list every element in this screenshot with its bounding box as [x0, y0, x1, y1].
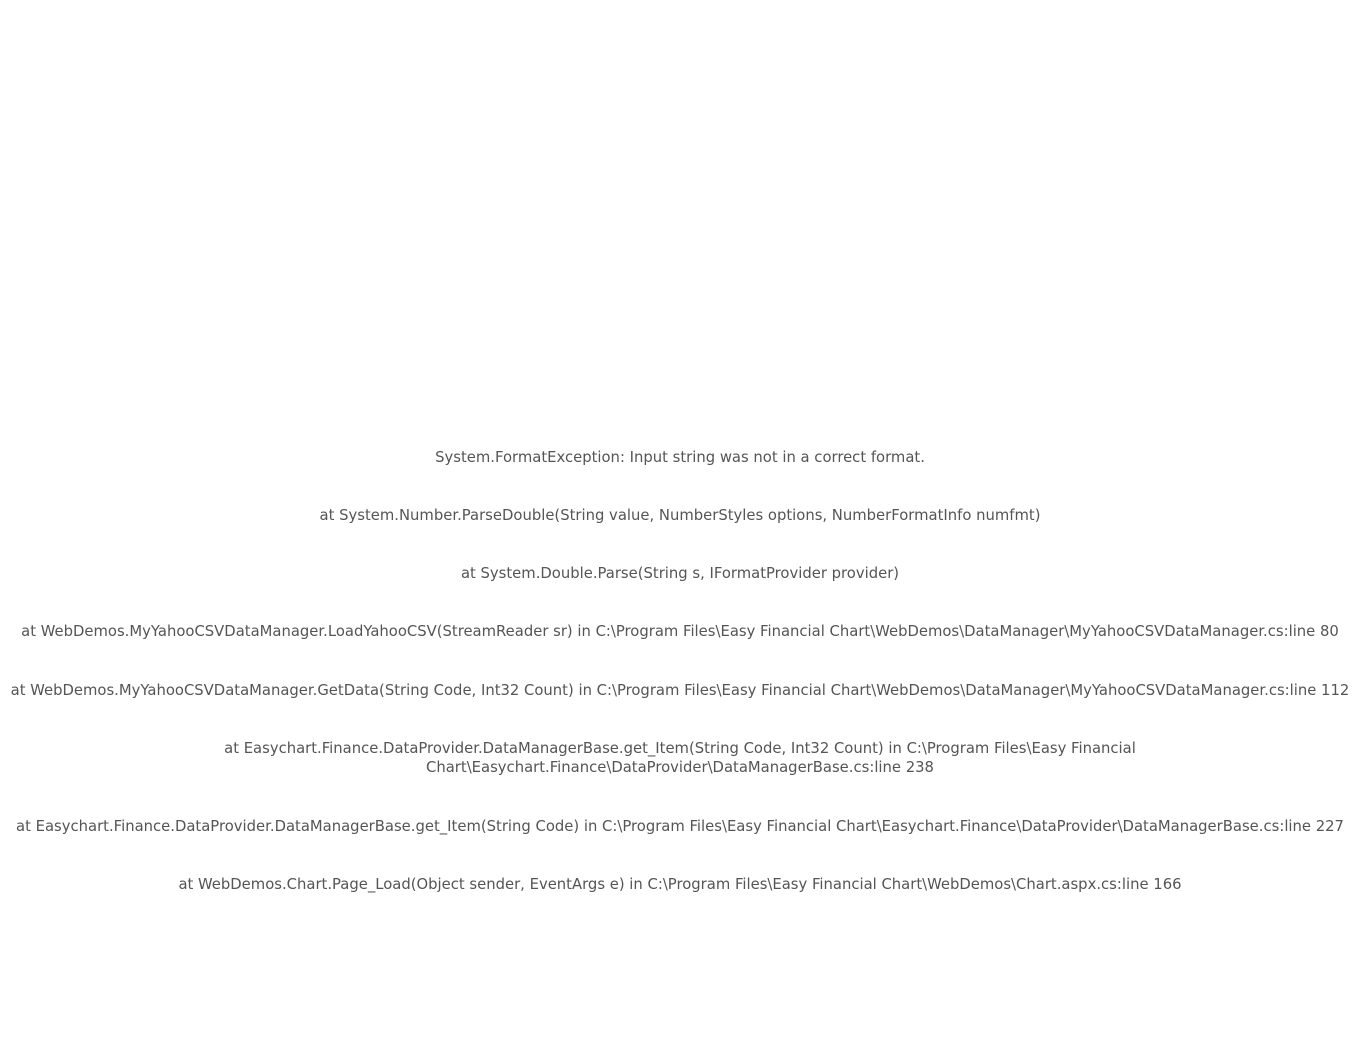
- exception-message-line: System.FormatException: Input string was not in a correct format.: [435, 448, 925, 466]
- stack-frame-line: at System.Number.ParseDouble(String value, NumberStyles options, NumberFormatInfo numfmt): [319, 507, 1041, 525]
- stack-frame-line: at Easychart.Finance.DataProvider.DataManagerBase.get_Item(String Code) in C:\Program Files\Easy Financial Chart\Easychart.Finance\DataProvider\DataManagerBase.cs:line 227: [16, 817, 1344, 835]
- stack-frame-line: at System.Double.Parse(String s, IFormatProvider provider): [460, 565, 900, 583]
- stack-frame-line: at WebDemos.Chart.Page_Load(Object sender, EventArgs e) in C:\Program Files\Easy Financial Chart\WebDemos\Chart.aspx.cs:line 166: [178, 875, 1182, 893]
- stack-frame-line: at Easychart.Finance.DataProvider.DataManagerBase.get_Item(String Code, Int32 Count) in C:\Program Files\Easy Financial Chart\Easychart.Finance\DataProvider\DataManagerBase.cs:line 238: [224, 739, 1141, 777]
- stack-frame-line: at WebDemos.MyYahooCSVDataManager.LoadYahooCSV(StreamReader sr) in C:\Program Files\Easy Financial Chart\WebDemos\DataManager\MyYahooCSVDataManager.cs:line 80: [21, 623, 1339, 641]
- stack-frame-line: at WebDemos.MyYahooCSVDataManager.GetData(String Code, Int32 Count) in C:\Program Files\Easy Financial Chart\WebDemos\DataManager\MyYahooCSVDataManager.cs:line 112: [10, 681, 1350, 699]
- exception-stack-trace: [0, 409, 1360, 933]
